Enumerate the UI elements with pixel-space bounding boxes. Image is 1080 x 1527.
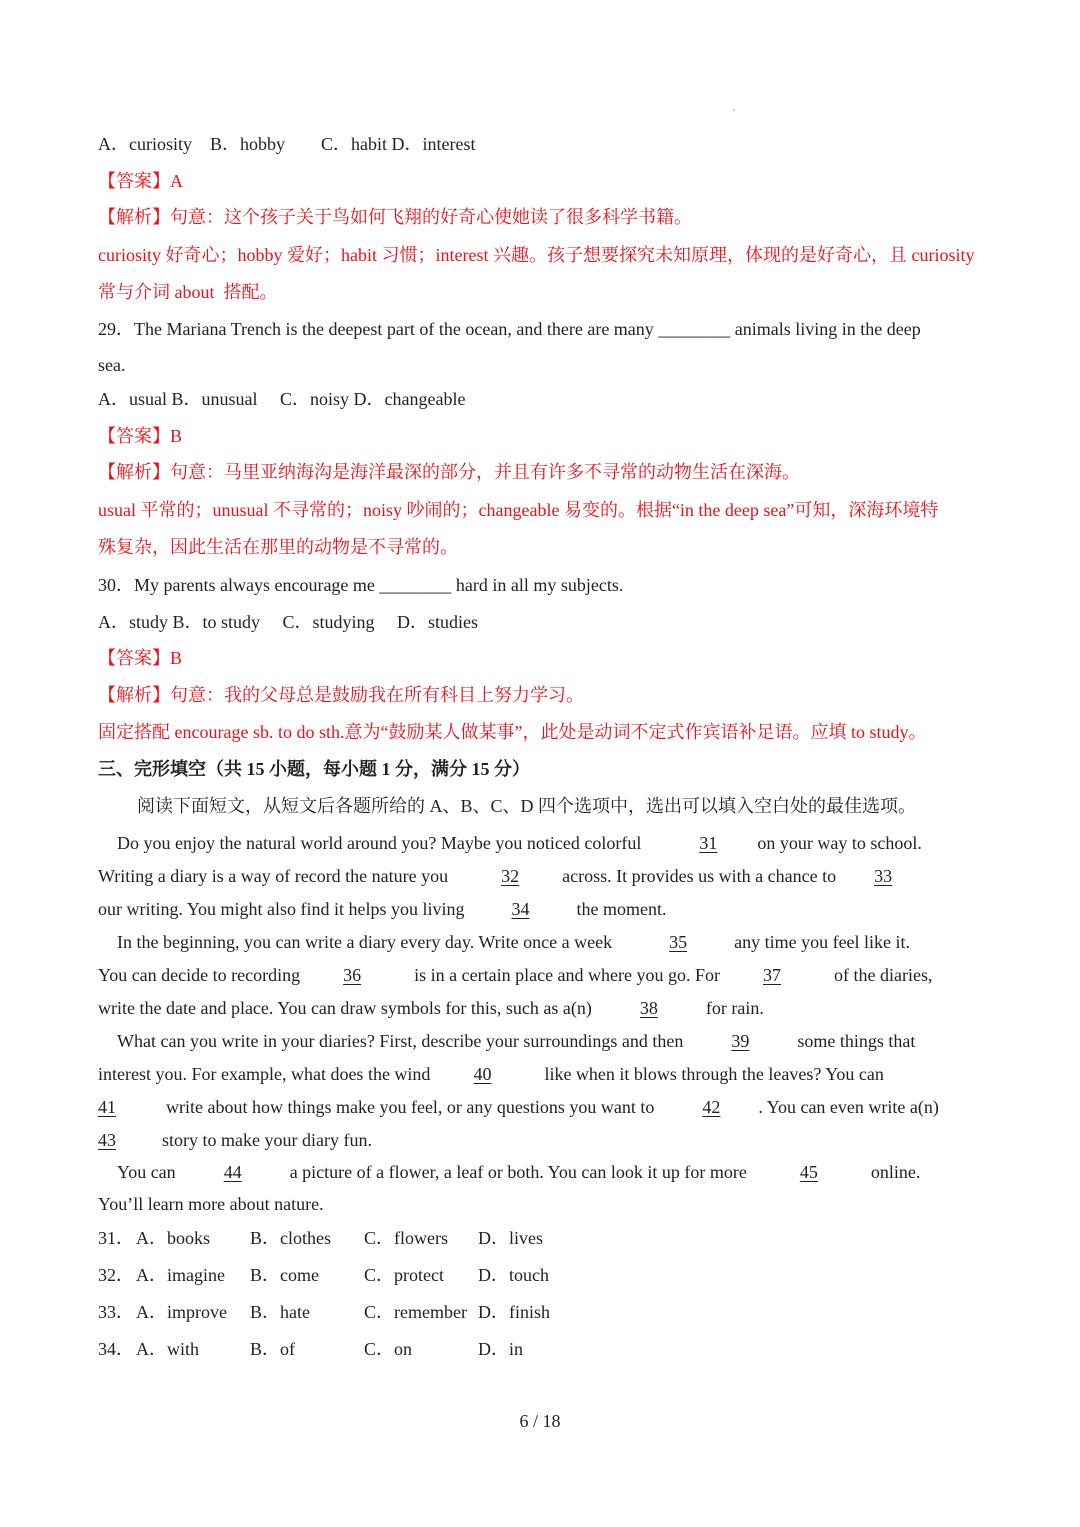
passage-text: You can decide to recording — [98, 965, 301, 985]
blank-43: 43 — [98, 1130, 116, 1150]
blank-41: 41 — [98, 1097, 116, 1117]
q29-options: A．usual B．unusual C．noisy D．changeable — [98, 389, 466, 409]
q29-analysis-3: 殊复杂，因此生活在那里的动物是不寻常的。 — [98, 537, 458, 557]
passage-text: interest you. For example, what does the wind — [98, 1064, 431, 1084]
passage-line-6 — [98, 997, 764, 1019]
passage-line-1 — [117, 832, 922, 854]
q29-analysis-2: usual 平常的；unusual 不寻常的；noisy 吵闹的；changeable 易变的。根据“in the deep sea”可知，深海环境特 — [98, 500, 939, 520]
passage-text: a picture of a flower, a leaf or both. You can look it up for more — [289, 1162, 747, 1182]
q30-options: A．study B．to study C．studying D．studies — [98, 612, 479, 632]
choice-a: A．imagine — [136, 1265, 225, 1285]
passage-text: for rain. — [705, 998, 764, 1018]
blank-44: 44 — [223, 1162, 242, 1182]
blank-31: 31 — [699, 833, 718, 853]
passage-text: . You can even write a(n) — [758, 1097, 939, 1117]
q30-answer: 【答案】B — [98, 648, 183, 668]
passage-text: Writing a diary is a way of record the nature you — [98, 866, 449, 886]
choice-b: B．come — [250, 1265, 319, 1285]
passage-text: In the beginning, you can write a diary every day. Write once a week — [117, 932, 613, 952]
choice-d: D．touch — [478, 1265, 549, 1285]
passage-line-11 — [117, 1161, 920, 1183]
choice-a: A．with — [136, 1339, 199, 1359]
passage-text: story to make your diary fun. — [162, 1130, 372, 1150]
passage-text: our writing. You might also find it helps you living — [98, 899, 465, 919]
passage-text: is in a certain place and where you go. For — [414, 965, 721, 985]
choice-c: C．on — [364, 1339, 413, 1359]
passage-line-3 — [98, 898, 667, 920]
blank-38: 38 — [639, 998, 658, 1018]
passage-line-5 — [98, 964, 933, 986]
passage-text: online. — [870, 1162, 921, 1182]
choice-number: 33． — [98, 1302, 134, 1322]
blank-40: 40 — [473, 1064, 492, 1084]
passage-line-12: You’ll learn more about nature. — [98, 1194, 324, 1214]
choice-b: B．hate — [250, 1302, 310, 1322]
passage-text: You can — [117, 1162, 176, 1182]
choice-c: C．protect — [364, 1265, 444, 1285]
choice-number: 32． — [98, 1265, 134, 1285]
passage-text: Do you enjoy the natural world around you? Maybe you noticed colorful — [117, 833, 642, 853]
choice-a: A．books — [136, 1228, 211, 1248]
blank-45: 45 — [799, 1162, 818, 1182]
page-mark: ' — [733, 108, 735, 119]
q28-answer: 【答案】A — [98, 171, 183, 191]
choice-number: 34． — [98, 1339, 134, 1359]
q29-analysis-1: 【解析】句意：马里亚纳海沟是海洋最深的部分，并且有许多不寻常的动物生活在深海。 — [98, 462, 800, 482]
section-heading: 三、完形填空（共 15 小题，每小题 1 分，满分 15 分） — [98, 759, 530, 779]
page-number: 6 / 18 — [519, 1411, 561, 1431]
blank-42: 42 — [702, 1097, 721, 1117]
passage-text: any time you feel like it. — [734, 932, 911, 952]
blank-35: 35 — [669, 932, 688, 952]
passage-text: some things that — [797, 1031, 916, 1051]
choice-d: D．in — [478, 1339, 523, 1359]
passage-text: like when it blows through the leaves? You can — [544, 1064, 884, 1084]
passage-text: across. It provides us with a chance to — [562, 866, 837, 886]
passage-line-10 — [98, 1129, 372, 1151]
choice-number: 31． — [98, 1228, 134, 1248]
blank-37: 37 — [763, 965, 782, 985]
blank-32: 32 — [501, 866, 520, 886]
blank-39: 39 — [731, 1031, 750, 1051]
passage-line-2 — [98, 865, 912, 887]
q29-stem-2: sea. — [98, 355, 126, 375]
blank-34: 34 — [511, 899, 530, 919]
passage-text: What can you write in your diaries? First, describe your surroundings and then — [117, 1031, 684, 1051]
passage-line-7 — [117, 1030, 915, 1052]
section-instruction: 阅读下面短文，从短文后各题所给的 A、B、C、D 四个选项中，选出可以填入空白处的最佳选项。 — [137, 796, 917, 816]
choice-b: B．of — [250, 1339, 295, 1359]
choice-row-32 — [98, 1264, 549, 1286]
choice-c: C．flowers — [364, 1228, 448, 1248]
choice-d: D．lives — [478, 1228, 543, 1248]
choice-d: D．finish — [478, 1302, 550, 1322]
q30-analysis-1: 【解析】句意：我的父母总是鼓励我在所有科目上努力学习。 — [98, 685, 584, 705]
q28-analysis-3: 常与介词 about 搭配。 — [98, 282, 278, 302]
choice-row-33 — [98, 1301, 550, 1323]
q28-analysis-1: 【解析】句意：这个孩子关于鸟如何飞翔的好奇心使她读了很多科学书籍。 — [98, 207, 692, 227]
passage-text: write about how things make you feel, or any questions you want to — [166, 1097, 655, 1117]
choice-row-34 — [98, 1338, 523, 1360]
q29-answer: 【答案】B — [98, 426, 183, 446]
q30-stem: 30．My parents always encourage me ________ hard in all my subjects. — [98, 575, 624, 595]
passage-line-4 — [117, 931, 910, 953]
choice-b: B．clothes — [250, 1228, 331, 1248]
passage-line-8 — [98, 1063, 884, 1085]
q30-analysis-2: 固定搭配 encourage sb. to do sth.意为“鼓励某人做某事”，此处是动词不定式作宾语补足语。应填 to study。 — [98, 722, 927, 742]
passage-text: write the date and place. You can draw symbols for this, such as a(n) — [98, 998, 592, 1018]
passage-text: the moment. — [576, 899, 667, 919]
passage-text: of the diaries, — [834, 965, 933, 985]
q29-stem-1: 29．The Mariana Trench is the deepest part of the ocean, and there are many ________ animals living in the deep — [98, 319, 921, 339]
q28-options: A．curiosity B．hobby C．habit D．interest — [98, 134, 476, 154]
passage-line-9 — [98, 1096, 939, 1118]
choice-c: C．remember — [364, 1302, 467, 1322]
choice-a: A．improve — [136, 1302, 227, 1322]
passage-text: on your way to school. — [757, 833, 922, 853]
blank-33: 33 — [874, 866, 893, 886]
choice-row-31 — [98, 1227, 543, 1249]
q28-analysis-2: curiosity 好奇心；hobby 爱好；habit 习惯；interest 兴趣。孩子想要探究未知原理，体现的是好奇心，且 curiosity — [98, 245, 975, 265]
blank-36: 36 — [343, 965, 362, 985]
